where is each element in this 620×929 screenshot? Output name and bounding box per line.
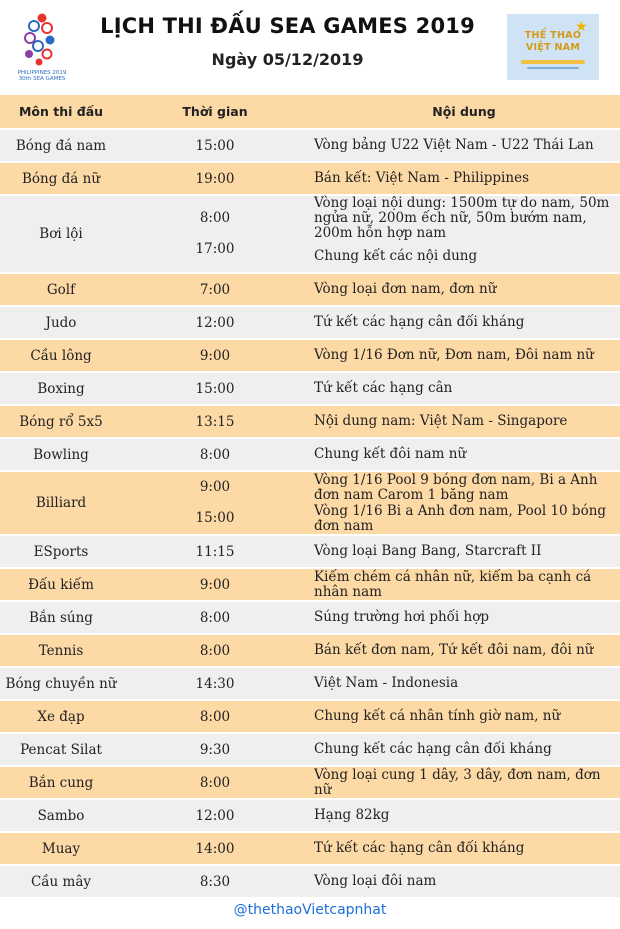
content-cell bbox=[308, 866, 620, 897]
content-cell bbox=[308, 196, 620, 272]
header bbox=[0, 0, 620, 94]
event-text: Vòng loại Bang Bang, Starcraft II bbox=[314, 543, 542, 559]
content-cell bbox=[308, 701, 620, 732]
table-row bbox=[0, 734, 620, 765]
event-text: Tứ kết các hạng cân đối kháng bbox=[314, 840, 525, 856]
sport-name: Golf bbox=[0, 274, 122, 305]
event-text: Việt Nam - Indonesia bbox=[314, 675, 459, 691]
footer-handle[interactable]: @thethaoVietcapnhat bbox=[233, 902, 387, 918]
time-cell bbox=[122, 307, 308, 338]
table-row bbox=[0, 274, 620, 305]
content-cell bbox=[308, 800, 620, 831]
time-value: 15:00 bbox=[195, 510, 235, 526]
event-text: Chung kết đôi nam nữ bbox=[314, 446, 467, 462]
schedule-table bbox=[0, 95, 620, 897]
table-row bbox=[0, 635, 620, 666]
event-text: Chung kết các hạng cân đối kháng bbox=[314, 741, 552, 757]
content-cell bbox=[308, 130, 620, 161]
table-header-row bbox=[0, 95, 620, 128]
column-header-content: Nội dung bbox=[308, 95, 620, 128]
event-text: Vòng bảng U22 Việt Nam - U22 Thái Lan bbox=[314, 137, 594, 153]
event-text: Nội dung nam: Việt Nam - Singapore bbox=[314, 413, 568, 429]
sport-name: Boxing bbox=[0, 373, 122, 404]
sport-name: Bóng đá nữ bbox=[0, 163, 122, 194]
column-header-sport: Môn thi đấu bbox=[0, 95, 122, 128]
table-row bbox=[0, 536, 620, 567]
event-text: Vòng 1/16 Bi a Anh đơn nam, Pool 10 bóng đơn nam bbox=[314, 502, 607, 534]
sport-name: Xe đạp bbox=[0, 701, 122, 732]
event-text: Vòng 1/16 Pool 9 bóng đơn nam, Bi a Anh đơn nam Carom 1 băng nam bbox=[314, 471, 598, 503]
content-cell bbox=[308, 668, 620, 699]
table-row bbox=[0, 130, 620, 161]
time-value: 14:30 bbox=[195, 675, 235, 692]
page-title: LỊCH THI ĐẤU SEA GAMES 2019 bbox=[100, 14, 475, 38]
time-cell bbox=[122, 406, 308, 437]
event-text: Súng trường hơi phối hợp bbox=[314, 609, 489, 625]
time-value: 9:00 bbox=[199, 347, 231, 364]
time-value: 12:00 bbox=[195, 807, 235, 824]
sport-name: Bắn súng bbox=[0, 602, 122, 633]
time-cell bbox=[122, 439, 308, 470]
star-icon: ★ bbox=[575, 19, 588, 35]
event-text: Bán kết đơn nam, Tứ kết đôi nam, đôi nữ bbox=[314, 642, 594, 658]
table-row bbox=[0, 800, 620, 831]
sport-name: Cầu mây bbox=[0, 866, 122, 897]
event-text: Kiếm chém cá nhân nữ, kiếm ba cạnh cá nhân nam bbox=[314, 568, 592, 600]
event-text: Vòng loại nội dung: 1500m tự do nam, 50m ngửa nữ, 200m ếch nữ, 50m bướm nam, 200m hỗn hợp nam bbox=[314, 195, 610, 241]
time-value: 8:00 bbox=[199, 210, 231, 226]
content-cell bbox=[308, 602, 620, 633]
sport-name: Bóng chuyền nữ bbox=[0, 668, 122, 699]
table-row bbox=[0, 373, 620, 404]
time-cell bbox=[122, 734, 308, 765]
sport-name: Bóng rổ 5x5 bbox=[0, 406, 122, 437]
sport-name: Bắn cung bbox=[0, 767, 122, 798]
content-cell bbox=[308, 635, 620, 666]
table-row bbox=[0, 439, 620, 470]
sport-name: Pencat Silat bbox=[0, 734, 122, 765]
table-row bbox=[0, 569, 620, 600]
time-cell bbox=[122, 668, 308, 699]
content-cell bbox=[308, 406, 620, 437]
time-value: 9:30 bbox=[199, 741, 231, 758]
time-value: 8:00 bbox=[199, 609, 231, 626]
sport-name: Tennis bbox=[0, 635, 122, 666]
table-row bbox=[0, 602, 620, 633]
table-row bbox=[0, 833, 620, 864]
time-value: 12:00 bbox=[195, 314, 235, 331]
time-cell bbox=[122, 635, 308, 666]
time-cell bbox=[122, 130, 308, 161]
time-cell bbox=[122, 472, 308, 534]
table-row bbox=[0, 163, 620, 194]
time-value: 8:00 bbox=[199, 774, 231, 791]
time-value: 8:00 bbox=[199, 708, 231, 725]
sport-name: Muay bbox=[0, 833, 122, 864]
svg-text:PHILIPPINES 2019: PHILIPPINES 2019 bbox=[17, 70, 67, 76]
time-value: 15:00 bbox=[195, 137, 235, 154]
content-cell bbox=[308, 340, 620, 371]
content-cell bbox=[308, 163, 620, 194]
event-text: Vòng loại cung 1 dây, 3 dây, đơn nam, đơn nữ bbox=[314, 766, 601, 798]
time-value: 19:00 bbox=[195, 170, 235, 187]
sport-name: Cầu lông bbox=[0, 340, 122, 371]
table-row bbox=[0, 767, 620, 798]
sport-name: Bóng đá nam bbox=[0, 130, 122, 161]
content-cell bbox=[308, 274, 620, 305]
time-value: 14:00 bbox=[195, 840, 235, 857]
event-text: Tứ kết các hạng cân đối kháng bbox=[314, 314, 525, 330]
content-cell bbox=[308, 439, 620, 470]
time-value: 15:00 bbox=[195, 380, 235, 397]
time-cell bbox=[122, 274, 308, 305]
event-text: Vòng loại đôi nam bbox=[314, 873, 437, 889]
sport-name: Bơi lội bbox=[0, 196, 122, 272]
sea-games-logo bbox=[14, 10, 70, 82]
event-text: Chung kết cá nhân tính giờ nam, nữ bbox=[314, 708, 561, 724]
time-value: 17:00 bbox=[195, 241, 235, 257]
sport-name: Bowling bbox=[0, 439, 122, 470]
time-cell bbox=[122, 602, 308, 633]
table-row bbox=[0, 307, 620, 338]
time-cell bbox=[122, 701, 308, 732]
sport-name: Billiard bbox=[0, 472, 122, 534]
event-text: Vòng loại đơn nam, đơn nữ bbox=[314, 281, 497, 297]
time-cell bbox=[122, 833, 308, 864]
time-cell bbox=[122, 536, 308, 567]
content-cell bbox=[308, 536, 620, 567]
table-row bbox=[0, 340, 620, 371]
event-text: Chung kết các nội dung bbox=[314, 248, 478, 264]
table-row bbox=[0, 668, 620, 699]
sport-name: Đấu kiếm bbox=[0, 569, 122, 600]
time-value: 9:00 bbox=[199, 576, 231, 593]
event-text: Vòng 1/16 Đơn nữ, Đơn nam, Đôi nam nữ bbox=[314, 347, 594, 363]
time-value: 8:30 bbox=[199, 873, 231, 890]
time-cell bbox=[122, 569, 308, 600]
time-value: 9:00 bbox=[199, 479, 231, 495]
column-header-time: Thời gian bbox=[122, 95, 308, 128]
time-cell bbox=[122, 767, 308, 798]
content-cell bbox=[308, 734, 620, 765]
content-cell bbox=[308, 569, 620, 600]
table-row bbox=[0, 196, 620, 272]
event-text: Tứ kết các hạng cân bbox=[314, 380, 453, 396]
content-cell bbox=[308, 833, 620, 864]
time-cell bbox=[122, 373, 308, 404]
table-row bbox=[0, 472, 620, 534]
content-cell bbox=[308, 472, 620, 534]
event-text: Bán kết: Việt Nam - Philippines bbox=[314, 170, 529, 186]
sport-name: Sambo bbox=[0, 800, 122, 831]
content-cell bbox=[308, 373, 620, 404]
event-text: Hạng 82kg bbox=[314, 807, 390, 823]
time-cell bbox=[122, 163, 308, 194]
page-date: Ngày 05/12/2019 bbox=[211, 50, 364, 69]
time-cell bbox=[122, 800, 308, 831]
table-row bbox=[0, 406, 620, 437]
table-row bbox=[0, 701, 620, 732]
sport-name: ESports bbox=[0, 536, 122, 567]
content-cell bbox=[308, 767, 620, 798]
time-value: 8:00 bbox=[199, 446, 231, 463]
content-cell bbox=[308, 307, 620, 338]
time-value: 7:00 bbox=[199, 281, 231, 298]
time-value: 11:15 bbox=[195, 543, 235, 560]
time-cell bbox=[122, 340, 308, 371]
table-row bbox=[0, 866, 620, 897]
time-value: 13:15 bbox=[195, 413, 235, 430]
sport-name: Judo bbox=[0, 307, 122, 338]
time-cell bbox=[122, 196, 308, 272]
time-cell bbox=[122, 866, 308, 897]
the-thao-viet-nam-logo: ★ THỂ THAO VIỆT NAM bbox=[507, 14, 599, 80]
svg-text:30th SEA GAMES: 30th SEA GAMES bbox=[18, 76, 66, 82]
time-value: 8:00 bbox=[199, 642, 231, 659]
